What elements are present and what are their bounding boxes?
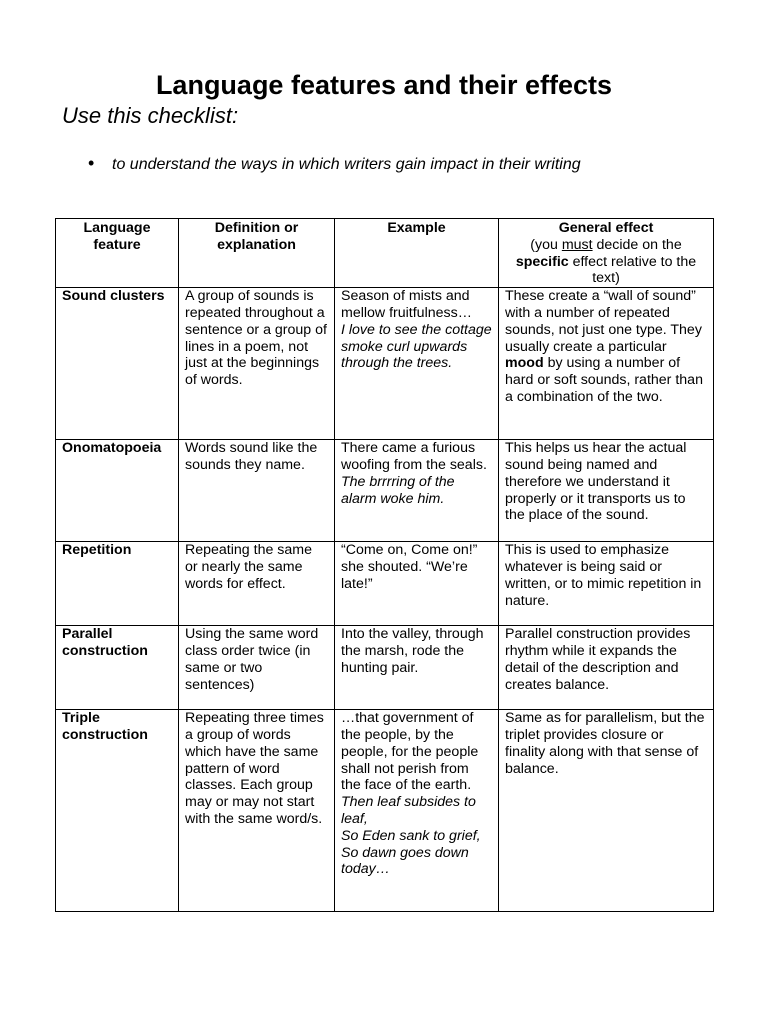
subtitle: Use this checklist: [62, 103, 239, 128]
page-title: Language features and their effects [155, 70, 613, 100]
header-effect-note: (you must decide on the specific effect relative to the text) [515, 236, 697, 287]
example-cell: Season of mists and mellow fruitfulness… I love to see the cottage smoke curl upwards through the trees. [335, 288, 499, 440]
header-example: Example [335, 219, 499, 288]
effect-cell: This helps us hear the actual sound being named and therefore we understand it properly or it transports us to the place of the sound. [499, 440, 714, 542]
table-row [56, 288, 714, 440]
example-cell: There came a furious woofing from the seals. The brrrring of the alarm woke him. [335, 440, 499, 542]
example-cell: …that government of the people, by the people, for the people shall not perish from the face of the earth. Then leaf subsides to leaf, So Eden sank to grief, So dawn goes down today… [335, 710, 499, 912]
features-table [55, 218, 714, 912]
table-header-row [56, 219, 714, 288]
header-definition: Definition or explanation [179, 219, 335, 288]
effect-cell: Parallel construction provides rhythm while it expands the detail of the description and creates balance. [499, 626, 714, 710]
bullet-item [88, 153, 581, 174]
bullet-icon: • [88, 153, 95, 173]
definition-cell: A group of sounds is repeated throughout a sentence or a group of lines in a poem, not just at the beginnings of words. [179, 288, 335, 440]
table-row [56, 440, 714, 542]
definition-cell: Words sound like the sounds they name. [179, 440, 335, 542]
feature-cell: Parallel construction [56, 626, 179, 710]
header-effect-title: General effect [558, 220, 654, 236]
example-cell: Into the valley, through the marsh, rode the hunting pair. [335, 626, 499, 710]
table-row [56, 626, 714, 710]
bullet-text: to understand the ways in which writers gain impact in their writing [112, 156, 581, 173]
effect-cell: Same as for parallelism, but the triplet provides closure or finality along with that sense of balance. [499, 710, 714, 912]
table-row [56, 710, 714, 912]
effect-cell: This is used to emphasize whatever is being said or written, or to mimic repetition in nature. [499, 542, 714, 626]
definition-cell: Repeating the same or nearly the same words for effect. [179, 542, 335, 626]
effect-cell: These create a “wall of sound” with a number of repeated sounds, not just one type. They usually create a particular mood by using a number of hard or soft sounds, rather than a combination of the two. [499, 288, 714, 440]
feature-cell: Onomatopoeia [56, 440, 179, 542]
header-effect [499, 219, 714, 288]
header-feature: Language feature [56, 219, 179, 288]
feature-cell: Triple construction [56, 710, 179, 912]
table-row [56, 542, 714, 626]
definition-cell: Repeating three times a group of words which have the same pattern of word classes. Each group may or may not start with the same word/s. [179, 710, 335, 912]
example-cell: “Come on, Come on!” she shouted. “We’re late!” [335, 542, 499, 626]
definition-cell: Using the same word class order twice (in same or two sentences) [179, 626, 335, 710]
feature-cell: Sound clusters [56, 288, 179, 440]
feature-cell: Repetition [56, 542, 179, 626]
